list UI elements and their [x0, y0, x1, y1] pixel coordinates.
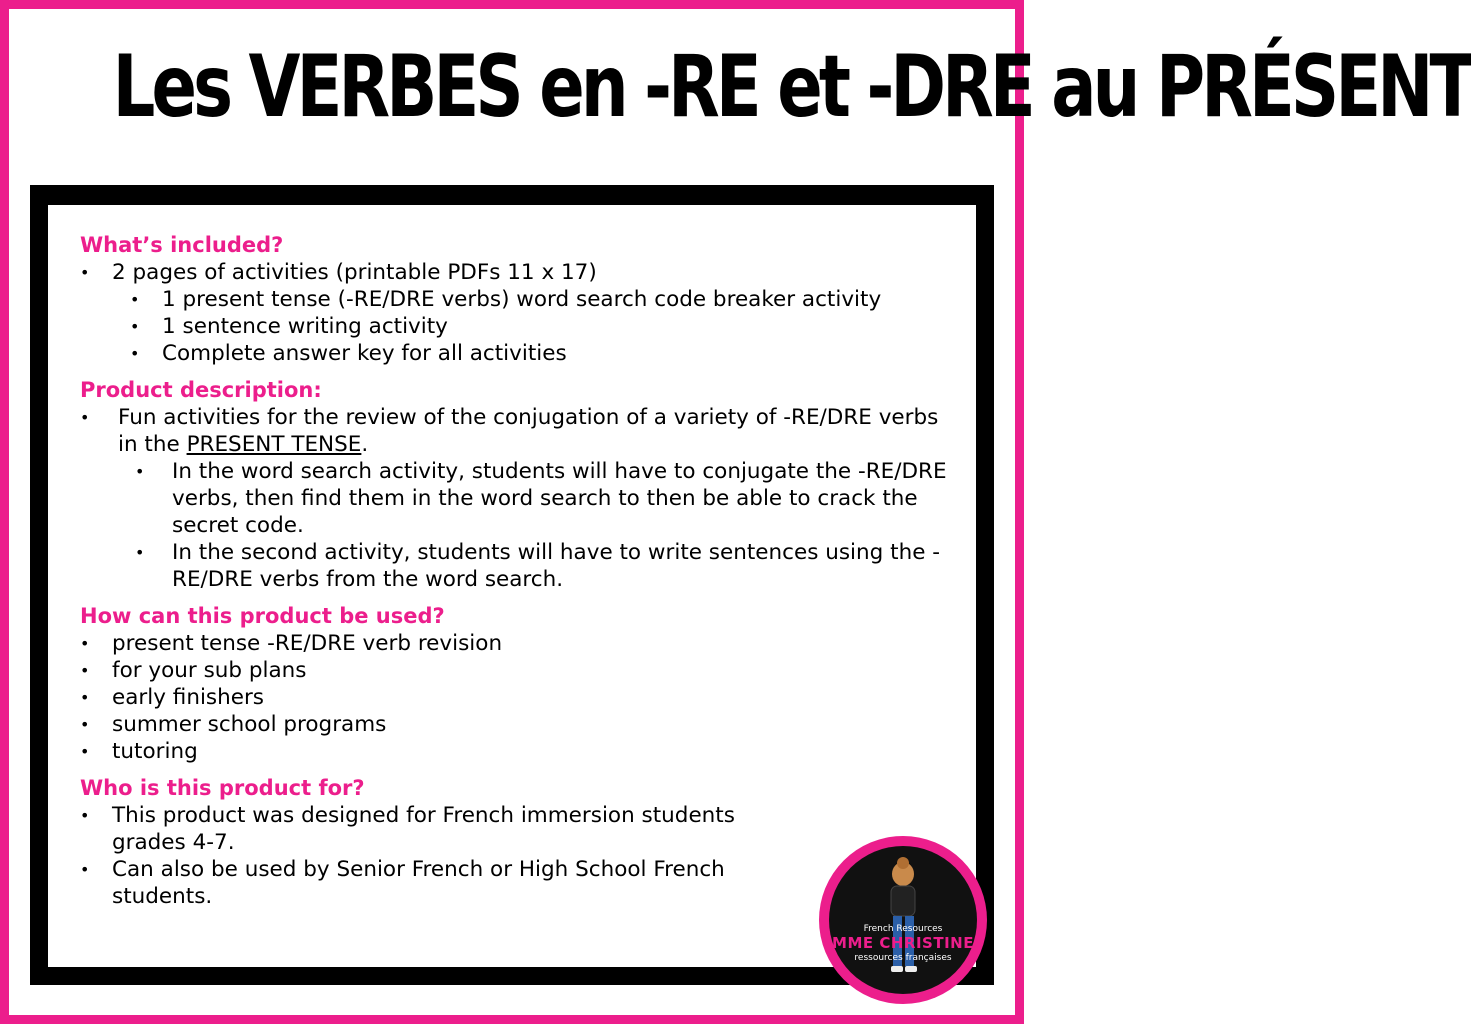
list-item-text-end: . — [361, 432, 369, 457]
section-heading-included: What’s included? — [80, 233, 284, 257]
list-item — [80, 738, 960, 765]
bullet-icon: • — [135, 462, 145, 481]
bullet-icon: • — [130, 290, 140, 309]
list-item — [80, 630, 960, 657]
section-audience — [80, 774, 780, 910]
list-item — [80, 286, 960, 313]
avatar-illustration-icon — [829, 846, 977, 994]
bullet-icon: • — [80, 688, 90, 707]
bullet-icon: • — [130, 317, 140, 336]
bullet-icon: • — [80, 263, 90, 282]
bullet-icon: • — [135, 543, 145, 562]
list-item-text: for your sub plans — [112, 658, 307, 683]
section-description — [80, 376, 960, 593]
bullet-icon: • — [80, 806, 90, 825]
bullet-icon: • — [80, 715, 90, 734]
brand-logo — [819, 836, 987, 1004]
section-included — [80, 231, 960, 367]
list-item-text: tutoring — [112, 739, 198, 764]
list-item — [80, 404, 960, 458]
list-item-text: summer school programs — [112, 712, 387, 737]
bullet-icon: • — [130, 344, 140, 363]
bullet-icon: • — [80, 634, 90, 653]
section-heading-audience: Who is this product for? — [80, 776, 365, 800]
list-item — [80, 856, 780, 910]
logo-top-text: French Resources — [863, 924, 943, 934]
bullet-icon: • — [80, 661, 90, 680]
list-item — [80, 340, 960, 367]
bullet-icon: • — [80, 408, 90, 427]
list-item-text: In the word search activity, students will have to conjugate the -RE/DRE verbs, then find them in the word search to then be able to crack the secret code. — [172, 459, 947, 538]
list-item — [80, 259, 960, 286]
list-item-text: early finishers — [112, 685, 265, 710]
content-body — [80, 231, 960, 919]
logo-bottom-text: ressources françaises — [854, 953, 952, 963]
list-item-text: 2 pages of activities (printable PDFs 11 x 17) — [112, 260, 597, 285]
section-uses — [80, 602, 960, 765]
bullet-icon: • — [80, 860, 90, 879]
section-heading-uses: How can this product be used? — [80, 604, 445, 628]
list-item — [80, 539, 960, 593]
list-item-text: In the second activity, students will have to write sentences using the -RE/DRE verbs from the word search. — [172, 540, 941, 592]
list-item-text: Complete answer key for all activities — [162, 341, 567, 366]
list-item — [80, 458, 960, 539]
list-item — [80, 313, 960, 340]
list-item — [80, 657, 960, 684]
list-item — [80, 711, 960, 738]
list-item-text: 1 sentence writing activity — [162, 314, 448, 339]
list-item — [80, 684, 960, 711]
section-heading-description: Product description: — [80, 378, 322, 402]
brand-logo-inner — [829, 846, 977, 994]
emphasis-present-tense: PRESENT TENSE — [186, 432, 362, 457]
bullet-icon: • — [80, 742, 90, 761]
list-item-text: 1 present tense (-RE/DRE verbs) word search code breaker activity — [162, 287, 882, 312]
list-item-text: Can also be used by Senior French or High School French students. — [112, 857, 725, 909]
page-title: Les VERBES en -RE et -DRE au PRÉSENT — [112, 37, 1471, 137]
list-item — [80, 802, 780, 856]
list-item-text: Fun activities for the review of the conjugation of a variety of -RE/DRE verbs in the — [118, 405, 939, 457]
list-item-text: present tense -RE/DRE verb revision — [112, 631, 503, 656]
list-item-text: This product was designed for French immersion students grades 4-7. — [112, 803, 735, 855]
logo-name: MME CHRISTINE — [832, 934, 974, 952]
